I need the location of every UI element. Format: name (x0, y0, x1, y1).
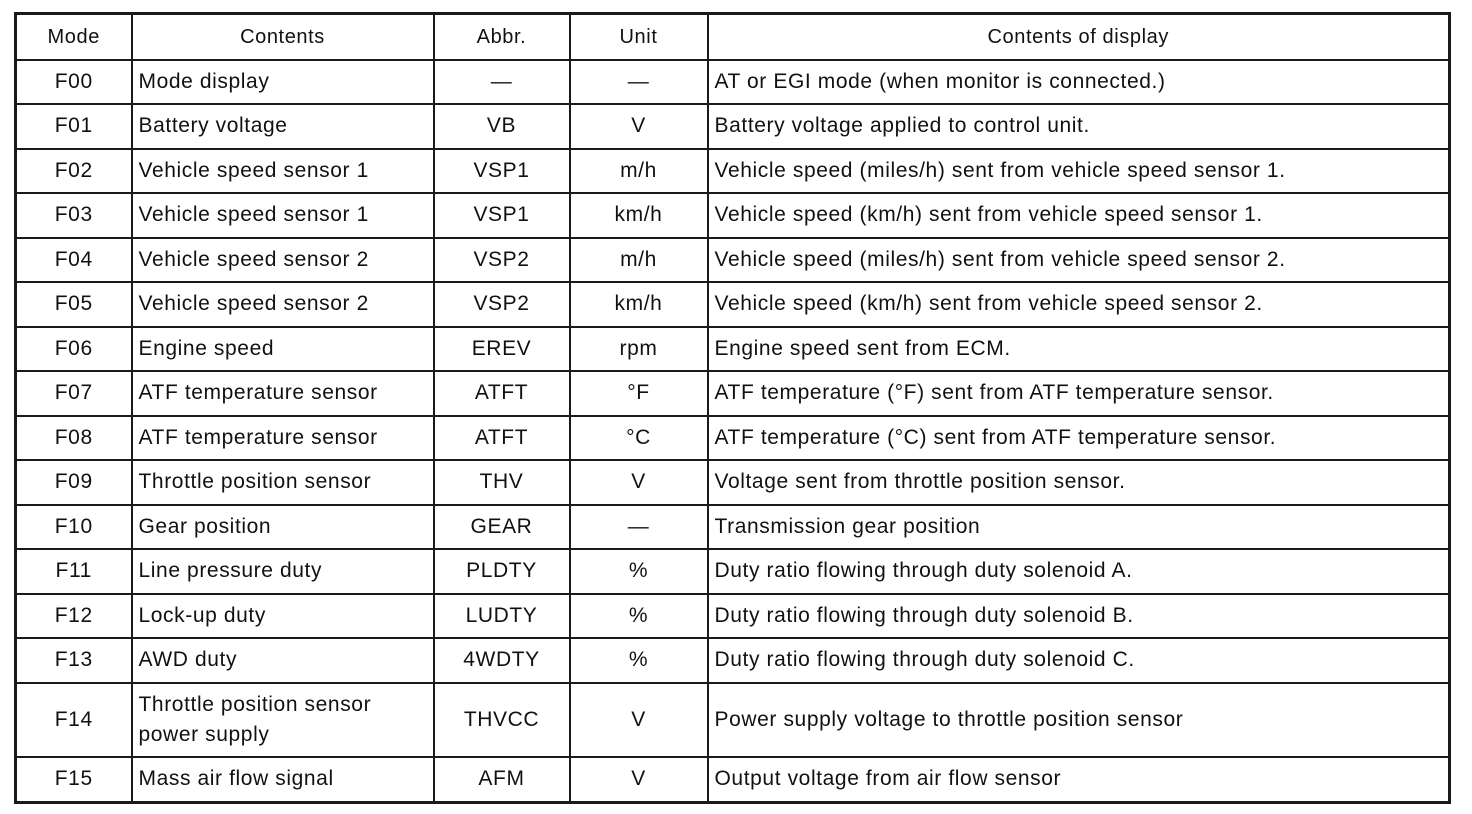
cell-contents: Gear position (132, 505, 434, 549)
cell-display: Transmission gear position (708, 505, 1450, 549)
cell-mode: F15 (16, 757, 132, 802)
cell-mode: F12 (16, 594, 132, 638)
cell-unit: km/h (570, 282, 708, 326)
cell-display: Battery voltage applied to control unit. (708, 104, 1450, 148)
cell-contents: Mass air flow signal (132, 757, 434, 802)
cell-contents (132, 683, 434, 758)
cell-mode: F11 (16, 549, 132, 593)
cell-abbr: GEAR (434, 505, 570, 549)
cell-abbr: LUDTY (434, 594, 570, 638)
cell-unit: km/h (570, 193, 708, 237)
header-contents: Contents (132, 14, 434, 61)
cell-contents: Vehicle speed sensor 1 (132, 149, 434, 193)
cell-unit: V (570, 683, 708, 758)
cell-abbr: AFM (434, 757, 570, 802)
cell-display: Duty ratio flowing through duty solenoid C. (708, 638, 1450, 682)
cell-abbr: THVCC (434, 683, 570, 758)
cell-mode: F06 (16, 327, 132, 371)
table-header (16, 14, 1450, 61)
header-display: Contents of display (708, 14, 1450, 61)
table-row (16, 238, 1450, 282)
cell-mode: F08 (16, 416, 132, 460)
cell-mode: F01 (16, 104, 132, 148)
cell-unit: % (570, 594, 708, 638)
cell-contents: ATF temperature sensor (132, 416, 434, 460)
cell-contents-line2: power supply (138, 722, 270, 746)
cell-unit: m/h (570, 238, 708, 282)
cell-unit: — (570, 60, 708, 104)
cell-display: Vehicle speed (miles/h) sent from vehicle speed sensor 2. (708, 238, 1450, 282)
table-row (16, 371, 1450, 415)
table-row (16, 549, 1450, 593)
cell-display: Duty ratio flowing through duty solenoid B. (708, 594, 1450, 638)
table-row (16, 282, 1450, 326)
cell-contents: Battery voltage (132, 104, 434, 148)
cell-contents: Line pressure duty (132, 549, 434, 593)
cell-unit: rpm (570, 327, 708, 371)
cell-contents: Vehicle speed sensor 2 (132, 282, 434, 326)
table-row (16, 327, 1450, 371)
cell-mode: F14 (16, 683, 132, 758)
cell-display: ATF temperature (°F) sent from ATF temperature sensor. (708, 371, 1450, 415)
cell-unit: % (570, 638, 708, 682)
cell-mode: F02 (16, 149, 132, 193)
cell-display: Engine speed sent from ECM. (708, 327, 1450, 371)
cell-abbr: 4WDTY (434, 638, 570, 682)
table-row (16, 104, 1450, 148)
cell-display: Duty ratio flowing through duty solenoid A. (708, 549, 1450, 593)
cell-display: Vehicle speed (km/h) sent from vehicle speed sensor 1. (708, 193, 1450, 237)
header-abbr: Abbr. (434, 14, 570, 61)
cell-abbr: VSP1 (434, 149, 570, 193)
cell-display: AT or EGI mode (when monitor is connected.) (708, 60, 1450, 104)
cell-display: Vehicle speed (miles/h) sent from vehicle speed sensor 1. (708, 149, 1450, 193)
cell-contents: Vehicle speed sensor 1 (132, 193, 434, 237)
cell-contents: Vehicle speed sensor 2 (132, 238, 434, 282)
cell-mode: F07 (16, 371, 132, 415)
cell-display: Power supply voltage to throttle position sensor (708, 683, 1450, 758)
cell-contents: Engine speed (132, 327, 434, 371)
cell-mode: F00 (16, 60, 132, 104)
cell-abbr: EREV (434, 327, 570, 371)
cell-unit: V (570, 104, 708, 148)
cell-abbr: VSP2 (434, 238, 570, 282)
cell-contents: Lock-up duty (132, 594, 434, 638)
cell-unit: °F (570, 371, 708, 415)
cell-abbr: PLDTY (434, 549, 570, 593)
table-body (16, 60, 1450, 803)
cell-unit: °C (570, 416, 708, 460)
monitor-mode-table-container (14, 12, 1448, 804)
header-mode: Mode (16, 14, 132, 61)
cell-unit: — (570, 505, 708, 549)
table-row (16, 638, 1450, 682)
table-row (16, 683, 1450, 758)
cell-display: Output voltage from air flow sensor (708, 757, 1450, 802)
table-row (16, 757, 1450, 802)
cell-mode: F05 (16, 282, 132, 326)
cell-mode: F13 (16, 638, 132, 682)
cell-unit: % (570, 549, 708, 593)
table-row (16, 193, 1450, 237)
table-row (16, 505, 1450, 549)
cell-abbr: — (434, 60, 570, 104)
table-row (16, 149, 1450, 193)
header-row (16, 14, 1450, 61)
cell-mode: F03 (16, 193, 132, 237)
cell-mode: F04 (16, 238, 132, 282)
table-row (16, 60, 1450, 104)
cell-abbr: VB (434, 104, 570, 148)
cell-abbr: THV (434, 460, 570, 504)
cell-abbr: VSP2 (434, 282, 570, 326)
cell-unit: V (570, 757, 708, 802)
cell-display: Vehicle speed (km/h) sent from vehicle speed sensor 2. (708, 282, 1450, 326)
cell-abbr: VSP1 (434, 193, 570, 237)
monitor-mode-table (14, 12, 1451, 804)
table-row (16, 460, 1450, 504)
cell-abbr: ATFT (434, 416, 570, 460)
cell-display: Voltage sent from throttle position sensor. (708, 460, 1450, 504)
cell-contents: Throttle position sensor (132, 460, 434, 504)
cell-mode: F10 (16, 505, 132, 549)
table-row (16, 416, 1450, 460)
cell-unit: m/h (570, 149, 708, 193)
cell-contents: AWD duty (132, 638, 434, 682)
table-row (16, 594, 1450, 638)
cell-mode: F09 (16, 460, 132, 504)
cell-display: ATF temperature (°C) sent from ATF temperature sensor. (708, 416, 1450, 460)
header-unit: Unit (570, 14, 708, 61)
cell-abbr: ATFT (434, 371, 570, 415)
cell-contents: Mode display (132, 60, 434, 104)
cell-unit: V (570, 460, 708, 504)
cell-contents: ATF temperature sensor (132, 371, 434, 415)
cell-contents-line1: Throttle position sensor (138, 692, 372, 716)
